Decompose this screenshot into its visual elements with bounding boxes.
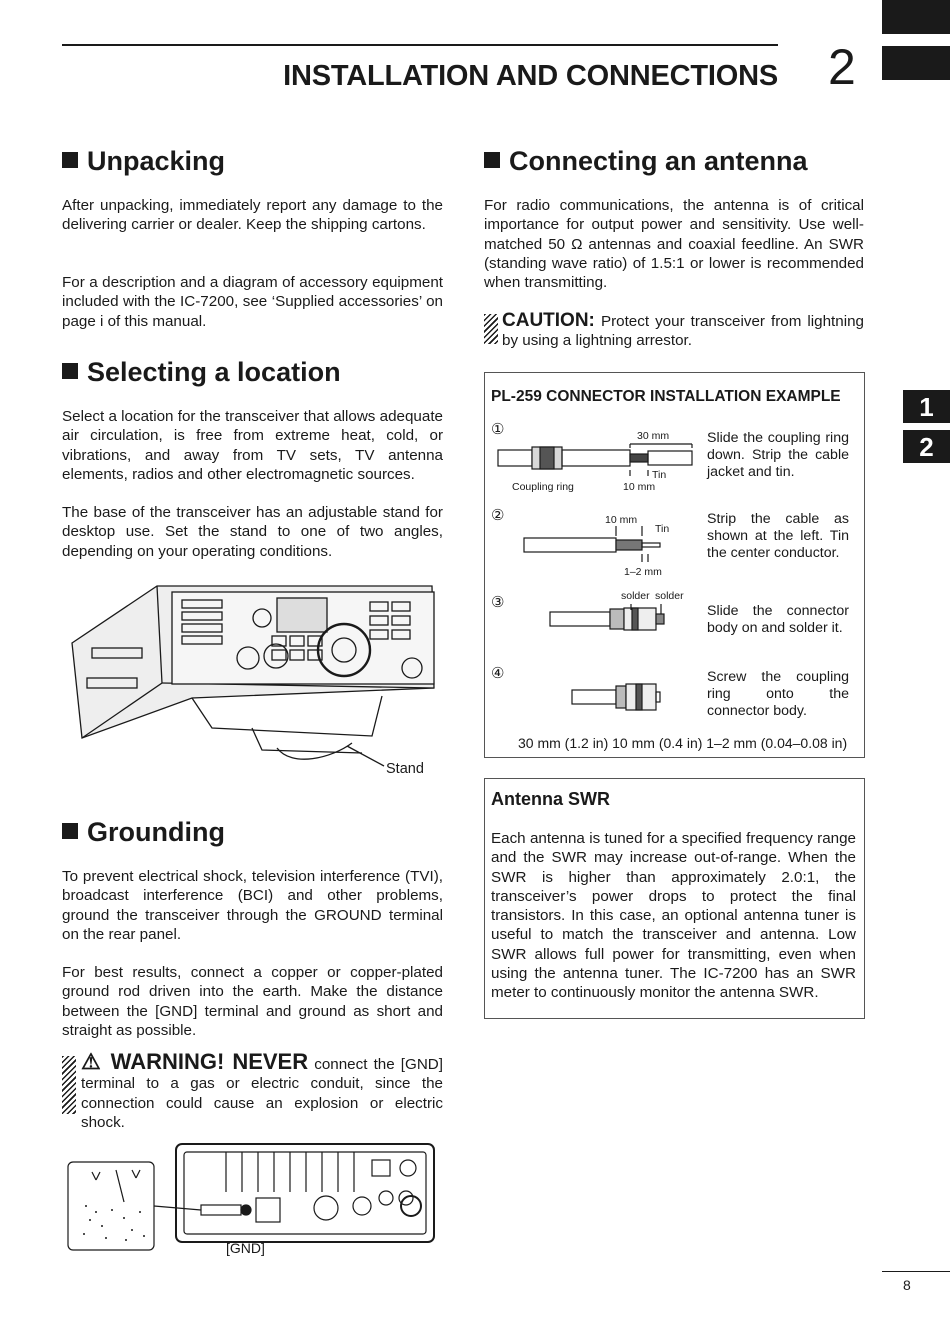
warning-icon: ⚠ [81,1049,111,1074]
step-2-1-2mm-label: 1–2 mm [624,566,662,578]
step-2-text: Strip the cable as shown at the left. Tin the center conductor. [707,511,849,562]
step-2-number: ② [491,507,505,524]
caution-notice [502,311,864,351]
side-tab-2: 2 [903,430,950,463]
header-rule [62,44,778,46]
swr-title: Antenna SWR [491,789,610,809]
step-3-diagram [548,600,698,636]
warning-label: WARNING! NEVER [110,1049,309,1074]
antenna-heading: Connecting an antenna [484,146,808,177]
step-1-30mm-label: 30 mm [637,430,670,442]
unpacking-paragraph-1: After unpacking, immediately report any damage to the delivering carrier or dealer. Keep the shipping cartons. [62,197,443,234]
unpacking-heading: Unpacking [62,146,225,177]
warning-text: connect the [GND] terminal to a gas or electric conduit, since the connection could cause an explosion or electric shock. [81,1056,443,1131]
step-1-tin-label: Tin [652,469,667,481]
solder-label-1: solder [621,590,650,602]
location-heading: Selecting a location [62,357,341,388]
antenna-paragraph: For radio communications, the antenna is of critical importance for output power and sensitivity. Use well-matched 50 Ω antennas and coaxial feedline. An SWR (standing wave ratio) of 1.5:1 or lower is recommended when transmitting. [484,197,864,292]
swr-text: Each antenna is tuned for a specified frequency range and the SWR may increase out-of-range. When the SWR is higher than approximately 2.0:1, the transceiver’s power drops to protect the final transistors. In this case, an optional antenna tuner is useful to match the transceiver and antenna. Low SWR allows full power for transmitting, even when using the antenna tuner. The IC-7200 has an SWR meter to continuously monitor the antenna SWR. [491,830,856,1002]
step-1-number: ① [491,421,505,438]
rear-panel-ground-illustration [66,1140,446,1255]
step-3-number: ③ [491,594,505,611]
stand-label: Stand [386,761,424,777]
step-3-text: Slide the connector body on and solder it. [707,603,849,637]
step-4-text: Screw the coupling ring onto the connector body. [707,669,849,720]
chapter-tab-lower [882,46,950,80]
transceiver-stand-illustration [62,578,442,778]
chapter-tab-upper [882,0,950,34]
caution-text: Protect your transceiver from lightning by using a lightning arrestor. [502,313,864,350]
solder-label-2: solder [655,590,684,602]
grounding-paragraph-1: To prevent electrical shock, television interference (TVI), broadcast interference (BCI) and other problems, ground the transceiver through the GROUND terminal on the rear panel. [62,868,443,943]
side-tab-1: 1 [903,390,950,423]
grounding-heading: Grounding [62,817,225,848]
pl259-title: PL-259 CONNECTOR INSTALLATION EXAMPLE [491,388,841,405]
footer-rule [882,1271,950,1272]
step-1-text: Slide the coupling ring down. Strip the cable jacket and tin. [707,430,849,481]
step-2-diagram [520,520,670,570]
page-number: 8 [903,1277,911,1293]
grounding-paragraph-2: For best results, connect a copper or copper-plated ground rod driven into the earth. Make the distance between the [GND] terminal and ground as short and straight as possible. [62,964,443,1039]
step-4-diagram [570,680,670,714]
warning-notice [81,1049,443,1132]
pl259-footer-measurements: 30 mm (1.2 in) 10 mm (0.4 in) 1–2 mm (0.04–0.08 in) [518,735,848,751]
caution-hatch-mark [484,314,498,344]
gnd-label: [GND] [226,1240,265,1256]
chapter-title: INSTALLATION AND CONNECTIONS [283,60,778,92]
step-2-10mm-label: 10 mm [605,514,638,526]
step-2-tin-label: Tin [655,523,670,535]
location-paragraph-1: Select a location for the transceiver that allows adequate air circulation, is free from extreme heat, cold, or vibrations, and away from TV sets, TV antenna elements, radios and other electromagnetic sources. [62,408,443,483]
coupling-ring-label: Coupling ring [512,481,574,493]
caution-label: CAUTION: [502,310,595,331]
step-4-number: ④ [491,665,505,682]
warning-hatch-mark [62,1056,76,1114]
unpacking-paragraph-2: For a description and a diagram of accessory equipment included with the IC-7200, see ‘Supplied accessories’ on page i of this manual. [62,274,443,330]
step-1-10mm-label: 10 mm [623,481,656,493]
location-paragraph-2: The base of the transceiver has an adjustable stand for desktop use. Set the stand to one of two angles, depending on your operating conditions. [62,504,443,560]
chapter-number: 2 [828,39,856,95]
